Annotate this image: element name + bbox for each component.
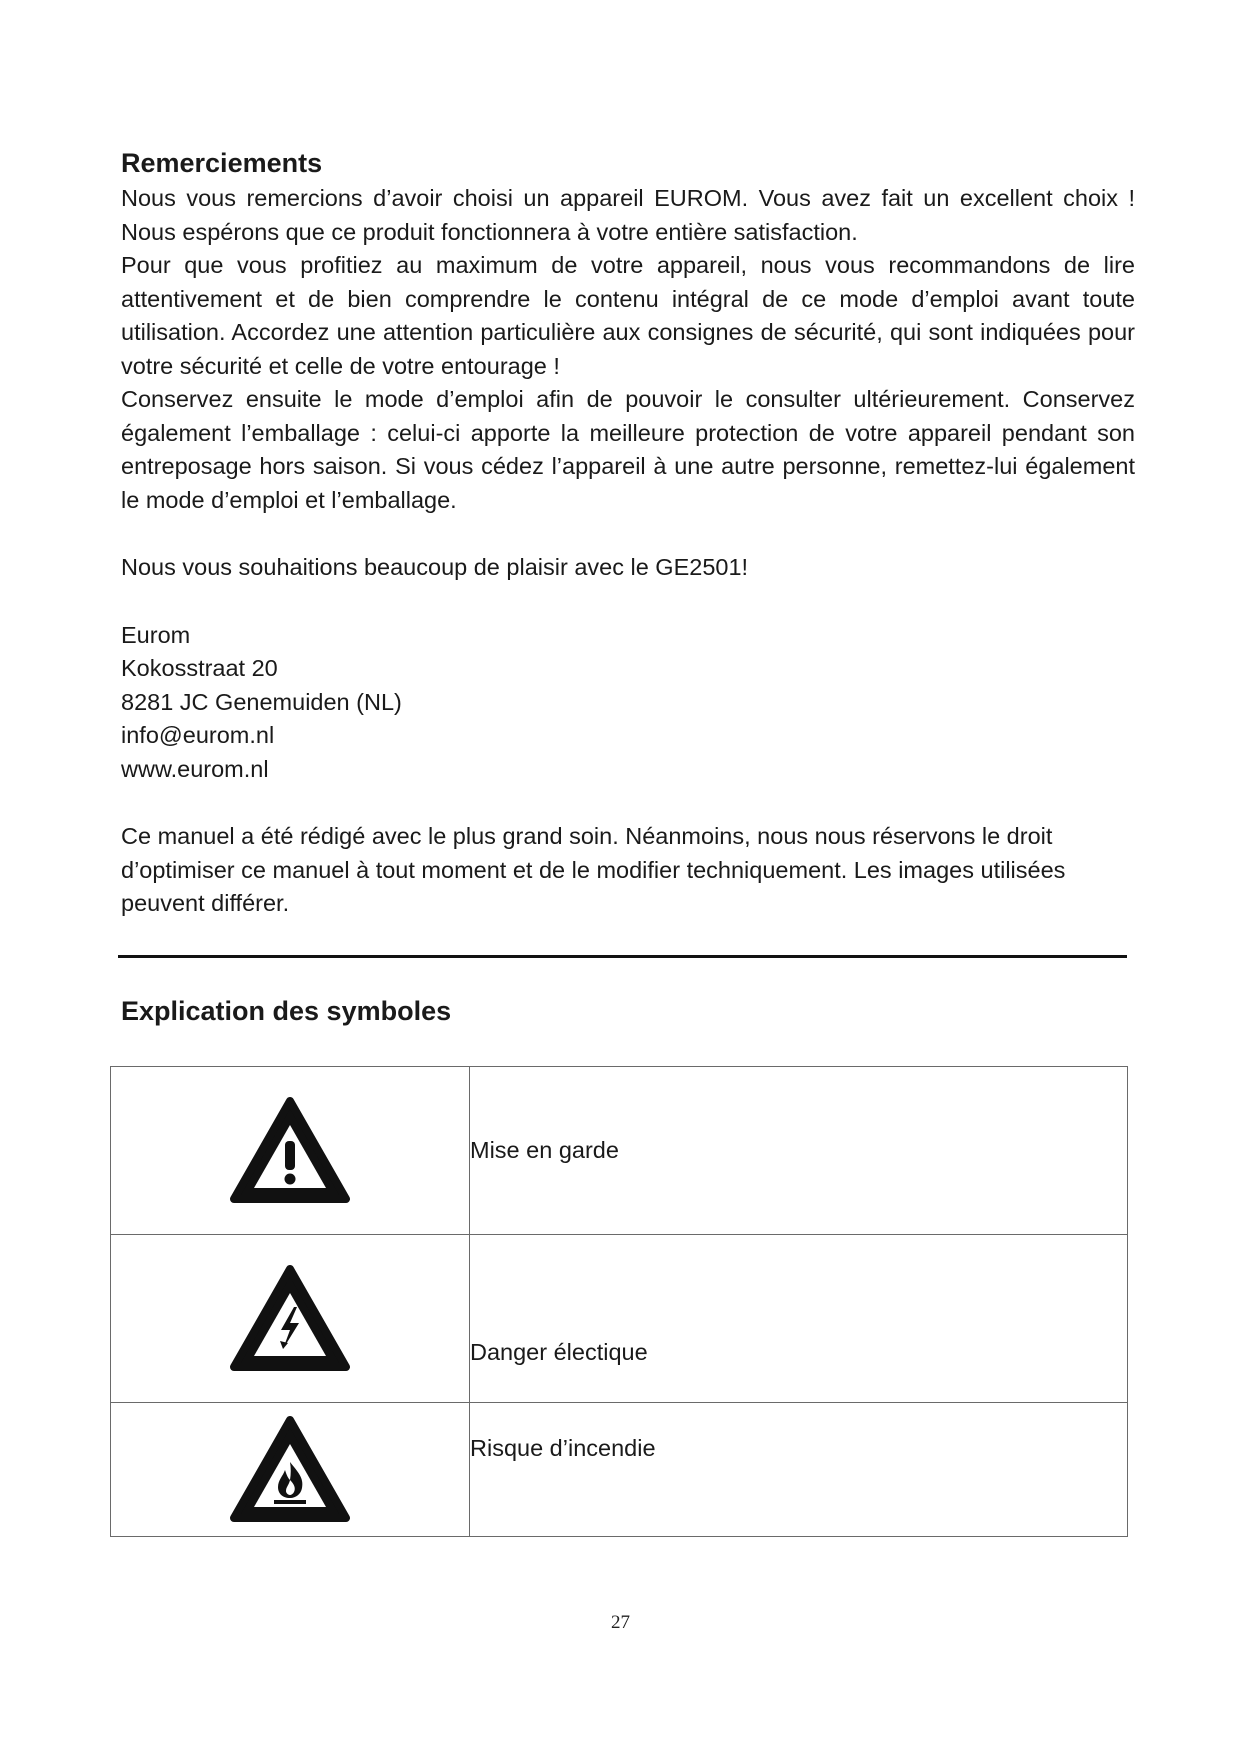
table-row (111, 1235, 1128, 1403)
wish-text: Nous vous souhaitions beaucoup de plaisir avec le GE2501! (121, 554, 749, 580)
email-address: info@eurom.nl (121, 722, 275, 748)
city-address: 8281 JC Genemuiden (NL) (121, 688, 402, 715)
fire-hazard-icon (228, 1414, 352, 1526)
address-block (121, 619, 1135, 787)
thanks-section (121, 146, 1135, 921)
table-row (111, 1067, 1128, 1235)
thanks-paragraph-1: Nous vous remercions d’avoir choisi un appareil EUROM. Vous avez fait un excellent choix ! Nous espérons que ce produit fonctionnera à votre entière satisfaction. (121, 185, 1135, 245)
section-divider (118, 955, 1127, 958)
thanks-paragraph-2: Pour que vous profitiez au maximum de votre appareil, nous vous recommandons de lire attentivement et de bien comprendre le contenu intégral de ce mode d’emploi avant toute utilisation. Accordez une attention particulière aux consignes de sécurité, qui sont indiquées pour votre sécurité et celle de votre entourage ! (121, 252, 1135, 379)
website-address: www.eurom.nl (121, 755, 269, 782)
thanks-heading: Remerciements (121, 148, 323, 178)
table-row (111, 1403, 1128, 1537)
disclaimer-text: Ce manuel a été rédigé avec le plus grand soin. Néanmoins, nous nous réservons le droit d’optimiser ce manuel à tout moment et de le modifier techniquement. Les images utilisées peuvent différer. (121, 823, 1066, 916)
symbols-heading: Explication des symboles (121, 996, 452, 1026)
street-address: Kokosstraat 20 (121, 655, 278, 681)
page-number: 27 (611, 1612, 630, 1633)
electric-label: Danger électique (470, 1235, 1128, 1403)
warning-label: Mise en garde (470, 1067, 1128, 1235)
warning-exclamation-icon (228, 1095, 352, 1207)
electric-hazard-icon (228, 1263, 352, 1375)
company-name: Eurom (121, 621, 191, 648)
symbols-table (110, 1066, 1128, 1537)
fire-label: Risque d’incendie (470, 1403, 1128, 1537)
thanks-paragraph-3: Conservez ensuite le mode d’emploi afin de pouvoir le consulter ultérieurement. Conservez également l’emballage : celui-ci apporte la meilleure protection de votre appareil pendant son entreposage hors saison. Si vous cédez l’appareil à une autre personne, remettez-lui également le mode d’emploi et l’emballage. (121, 386, 1135, 513)
